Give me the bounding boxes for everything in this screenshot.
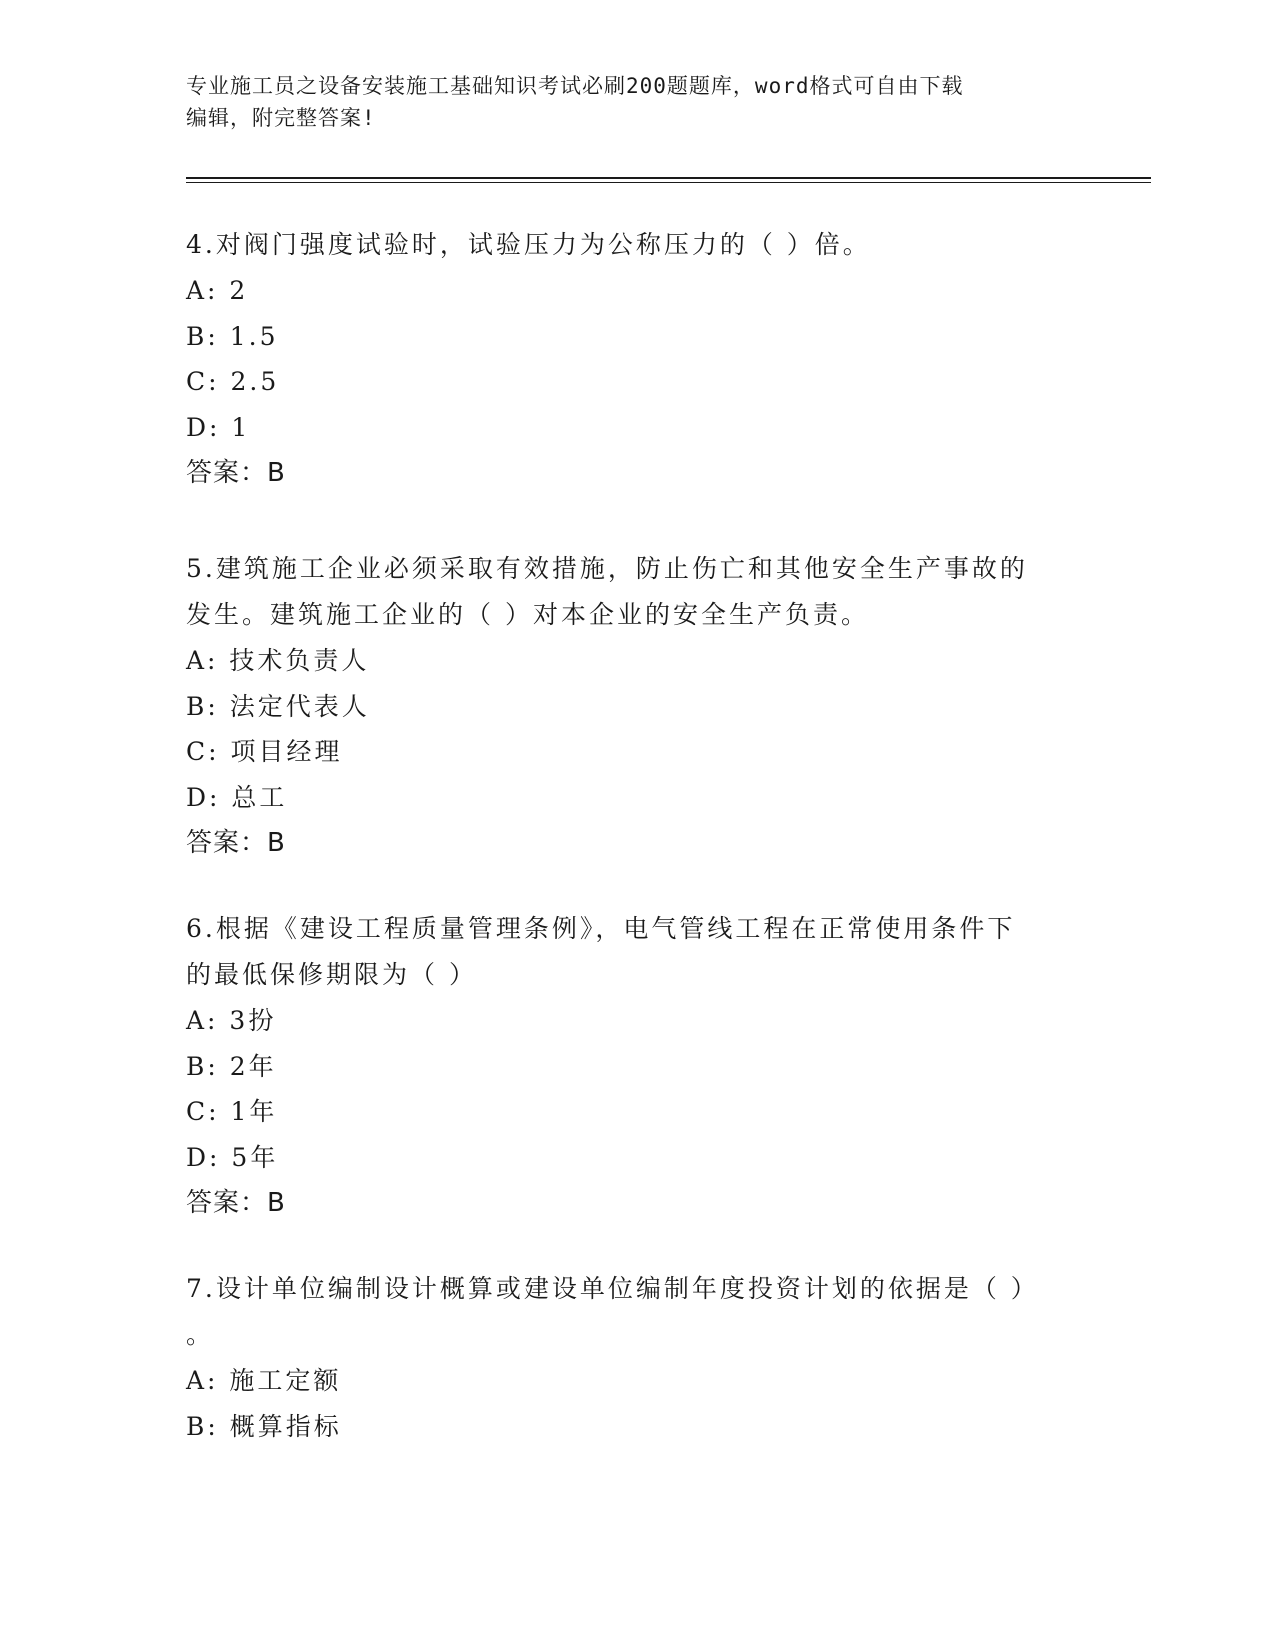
- answer-line: 答案：B: [186, 458, 286, 488]
- question-stem: 4.对阀门强度试验时，试验压力为公称压力的（ ）倍。: [186, 230, 871, 259]
- header-line-2: 编辑，附完整答案!: [186, 106, 376, 130]
- option-a: A: 2: [186, 276, 249, 305]
- question-stem-line-1: 7.设计单位编制设计概算或建设单位编制年度投资计划的依据是（ ）: [186, 1274, 1039, 1303]
- option-d: D: 5年: [186, 1142, 279, 1172]
- question-stem-line-2: 。: [186, 1320, 215, 1349]
- question-5: [186, 546, 1086, 866]
- answer-line: 答案：B: [186, 1188, 286, 1218]
- answer-line: 答案：B: [186, 828, 286, 858]
- option-c: C: 2.5: [186, 367, 280, 396]
- option-b: B: 2年: [186, 1051, 277, 1081]
- question-stem-line-2: 发生。建筑施工企业的（ ）对本企业的安全生产负责。: [186, 600, 869, 629]
- question-4: [186, 222, 1086, 496]
- document-header: [186, 70, 1066, 134]
- question-stem-line-1: 5.建筑施工企业必须采取有效措施，防止伤亡和其他安全生产事故的: [186, 554, 1028, 583]
- option-b: B: 法定代表人: [186, 691, 370, 721]
- header-divider-thick: [186, 177, 1151, 179]
- option-b: B: 概算指标: [186, 1411, 342, 1441]
- option-d: D: 1: [186, 412, 251, 442]
- question-stem-line-2: 的最低保修期限为（ ）: [186, 960, 477, 989]
- option-b: B: 1.5: [186, 321, 279, 351]
- header-line-1: 专业施工员之设备安装施工基础知识考试必刷200题题库，word格式可自由下载: [186, 74, 964, 98]
- option-a: A: 施工定额: [186, 1366, 342, 1395]
- option-c: C: 项目经理: [186, 737, 343, 766]
- question-7: [186, 1266, 1086, 1449]
- option-d: D: 总工: [186, 782, 288, 812]
- option-c: C: 1年: [186, 1097, 278, 1126]
- question-6: [186, 906, 1086, 1226]
- option-a: A: 技术负责人: [186, 646, 370, 675]
- option-a: A: 3扮: [186, 1006, 277, 1035]
- header-divider-thin: [186, 182, 1151, 183]
- question-stem-line-1: 6.根据《建设工程质量管理条例》，电气管线工程在正常使用条件下: [186, 914, 1016, 943]
